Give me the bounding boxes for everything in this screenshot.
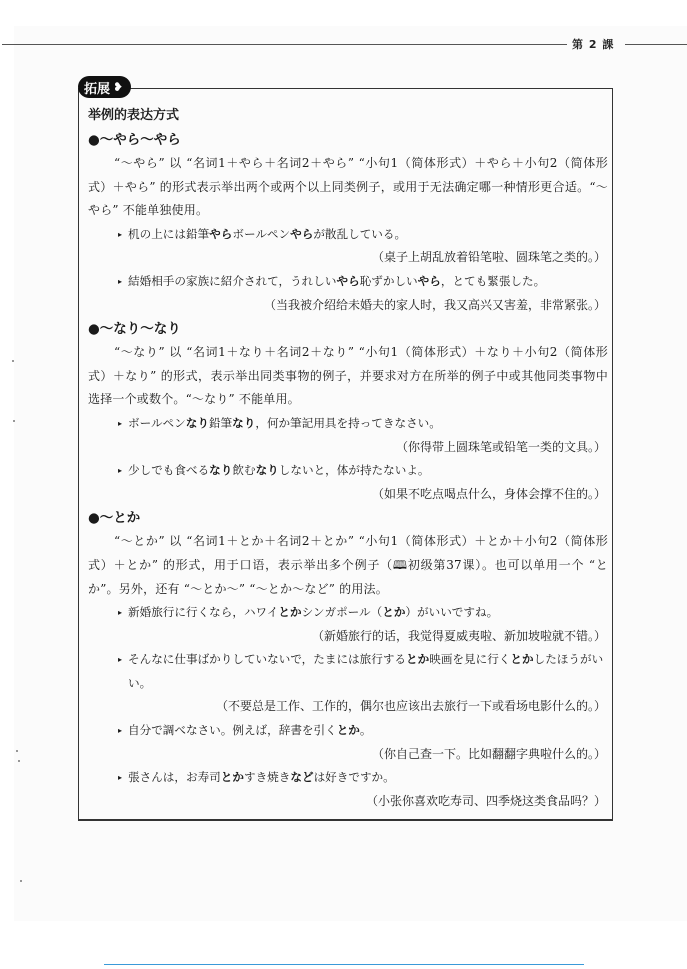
highlighted-pattern: とか <box>510 652 534 667</box>
section-title: 举例的表达方式 <box>88 108 180 123</box>
bullet-triangle-icon: ▸ <box>118 655 123 665</box>
example-fragment: すき焼き <box>243 770 291 785</box>
header-rule-right <box>625 44 687 45</box>
example-fragment: は好きですか。 <box>313 770 395 785</box>
example-text <box>116 223 608 247</box>
content <box>88 104 608 813</box>
example-sentence <box>88 412 608 436</box>
highlighted-pattern: やら <box>290 226 314 241</box>
example-fragment: したほうがいい。 <box>128 652 604 690</box>
example-fragment: 恥ずかしい <box>359 273 418 288</box>
example-sentence <box>88 270 608 294</box>
example-text <box>116 412 608 436</box>
example-fragment: シンガポール（ <box>301 605 383 620</box>
example-translation: （新婚旅行的话，我觉得夏威夷啦、新加坡啦就不错。） <box>311 628 606 643</box>
highlighted-pattern: なり <box>209 463 233 478</box>
highlighted-pattern: やら <box>336 273 360 288</box>
header-rule-left <box>2 44 567 45</box>
highlighted-pattern: やら <box>417 273 441 288</box>
highlighted-pattern: など <box>290 770 314 785</box>
pattern-description: “～やら” 以 “名词1＋やら＋名词2＋やら” “小句1（简体形式）＋やら＋小句2（简体形式）＋やら” 的形式表示举出两个或两个以上同类例子，或用于无法确定哪一种情形更合适。“～やら” 不能单独使用。 <box>88 156 608 218</box>
lesson-label: 第 2 課 <box>572 38 615 51</box>
highlighted-pattern: とか <box>220 770 244 785</box>
bullet-triangle-icon: ▸ <box>118 773 123 783</box>
highlighted-pattern: とか <box>336 723 360 738</box>
example-text <box>116 270 608 294</box>
bullet-triangle-icon: ▸ <box>118 229 123 239</box>
example-fragment: ，何か筆記用具を持ってきなさい。 <box>255 415 441 430</box>
example-translation: （你自己查一下。比如翻翻字典啦什么的。） <box>371 746 606 761</box>
example-sentence <box>88 766 608 790</box>
example-translation: （不要总是工作、工作的，偶尔也应该出去旅行一下或看场电影什么的。） <box>215 699 606 714</box>
example-sentence <box>88 719 608 743</box>
highlighted-pattern: とか <box>382 605 406 620</box>
bullet-triangle-icon: ▸ <box>118 418 123 428</box>
highlighted-pattern: なり <box>255 463 279 478</box>
example-fragment: 自分で調べなさい。例えば，辞書を引く <box>128 723 337 738</box>
example-sentence <box>88 601 608 625</box>
bullet-triangle-icon: ▸ <box>118 726 123 736</box>
example-text <box>116 719 608 743</box>
example-sentence <box>88 223 608 247</box>
example-translation: （桌子上胡乱放着铅笔啦、圆珠笔之类的。） <box>371 250 606 265</box>
example-sentence <box>88 648 608 695</box>
expansion-badge <box>78 76 131 98</box>
example-translation: （当我被介绍给未婚夫的家人时，我又高兴又害羞，非常紧张。） <box>263 297 606 312</box>
bullet-triangle-icon: ▸ <box>118 276 123 286</box>
example-text <box>116 766 608 790</box>
bullet-triangle-icon: ▸ <box>118 608 123 618</box>
example-fragment: そんなに仕事ばかりしていないで，たまには旅行する <box>128 652 407 667</box>
example-text <box>116 648 608 695</box>
example-fragment: 結婚相手の家族に紹介されて，うれしい <box>128 273 337 288</box>
sections <box>88 128 608 813</box>
highlighted-pattern: とか <box>278 605 302 620</box>
highlighted-pattern: とか <box>406 652 430 667</box>
example-fragment: ）がいいですね。 <box>405 605 499 620</box>
example-translation: （小张你喜欢吃寿司、四季烧这类食品吗？） <box>365 793 606 808</box>
example-fragment: ，とても緊張した。 <box>440 273 546 288</box>
badge-label: 拓展 <box>84 81 111 97</box>
example-sentence <box>88 459 608 483</box>
pattern-heading: ●～とか <box>88 510 141 527</box>
example-fragment: 張さんは，お寿司 <box>128 770 221 785</box>
bird-icon: ❥ <box>113 80 124 94</box>
pattern-description: “～なり” 以 “名词1＋なり＋名词2＋なり” “小句1（简体形式）＋なり＋小句2（简体形式）＋なり” 的形式，表示举出同类事物的例子，并要求对方在所举的例子中或其他同类事物中选择一个或数个。“～なり” 不能单用。 <box>88 345 608 407</box>
pattern-heading: ●～なり～なり <box>88 321 181 338</box>
example-translation: （你得带上圆珠笔或铅笔一类的文具。） <box>395 439 606 454</box>
pattern-heading: ●～やら～やら <box>88 132 181 148</box>
example-fragment: 机の上には鉛筆 <box>128 226 210 241</box>
example-fragment: が散乱している。 <box>313 226 407 241</box>
example-fragment: 映画を見に行く <box>429 652 511 667</box>
example-fragment: 新婚旅行に行くなら，ハワイ <box>128 605 279 620</box>
example-fragment: ボールペン <box>128 415 186 430</box>
blank-area <box>97 922 687 969</box>
highlighted-pattern: やら <box>209 226 233 241</box>
example-fragment: 飲む <box>232 463 256 478</box>
example-text <box>116 459 608 483</box>
accent-divider <box>104 964 584 965</box>
highlighted-pattern: なり <box>185 415 209 430</box>
example-fragment: 。 <box>359 723 372 738</box>
example-translation: （如果不吃点喝点什么，身体会撑不住的。） <box>371 486 606 501</box>
example-fragment: 少しでも食べる <box>128 463 210 478</box>
example-fragment: 鉛筆 <box>208 415 233 430</box>
highlighted-pattern: なり <box>232 415 256 430</box>
bullet-triangle-icon: ▸ <box>118 466 123 476</box>
pattern-description: “～とか” 以 “名词1＋とか＋名词2＋とか” “小句1（简体形式）＋とか＋小句2（简体形式）＋とか” 的形式，用于口语，表示举出多个例子（🕮初级第37课）。也可以单用一个 “とか”。另外，还有 “～とか～” “～とか～など” 的用法。 <box>88 534 608 596</box>
example-text <box>116 601 608 625</box>
example-fragment: ボールペン <box>232 226 291 241</box>
example-fragment: しないと，体が持たないよ。 <box>278 463 430 478</box>
